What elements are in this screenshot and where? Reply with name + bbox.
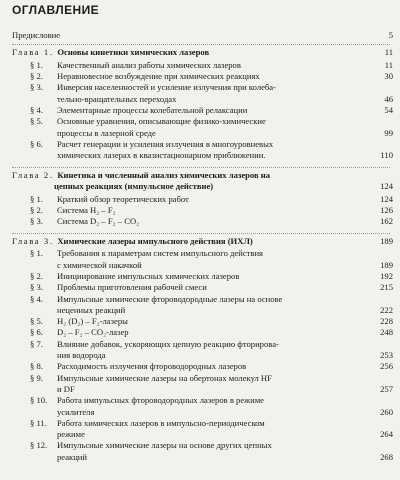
section-title: Работа импульсных фтороводородных лазеров в режиме [57, 395, 264, 406]
section-title-continuation: процессы в лазерной среде [57, 127, 156, 138]
section-number: § 8. [30, 361, 43, 372]
section-number: § 9. [30, 372, 43, 383]
toc-section-row [0, 260, 400, 272]
section-number: § 7. [30, 338, 43, 349]
toc-section-row [0, 327, 400, 339]
section-number: § 3. [30, 216, 43, 227]
chapter-divider [12, 167, 390, 168]
section-title-continuation: усилителя [57, 406, 95, 417]
section-title-continuation: ния водорода [57, 350, 106, 360]
section-title: Работа химических лазеров в импульсно-периодическом [57, 417, 265, 428]
preface-label: Предисловие [12, 30, 61, 40]
section-title: Требования к параметрам систем импульсного действия [57, 248, 263, 259]
toc-section-row [0, 407, 400, 419]
toc-section-row [0, 94, 400, 106]
chapter-divider [12, 44, 390, 45]
chapter-title: Кинетика и численный анализ химических лазеров на [57, 169, 271, 180]
section-title: Система D₂ – F₂ – CO₂ [57, 216, 140, 227]
toc-section-row [0, 294, 400, 306]
section-number: § 2. [30, 270, 43, 281]
section-title: Основные уравнения, описывающие физико-химические [57, 116, 266, 127]
section-title-continuation: химических лазерах в квазистационарном приближении. [57, 150, 266, 161]
section-title-continuation: с химической накачкой [57, 259, 142, 270]
section-page: 268 [380, 451, 393, 462]
section-page: 124 [380, 193, 393, 204]
section-number: § 5. [30, 316, 43, 327]
toc-section-row [0, 271, 400, 283]
section-title: Элементарные процессы колебательной релаксации [57, 105, 248, 115]
section-title-continuation: тельно-вращательных переходах [57, 93, 177, 104]
section-page: 248 [380, 327, 393, 338]
section-title: Неравновесное возбуждение при химических реакциях [57, 71, 260, 82]
toc-section-row [0, 71, 400, 83]
section-title: H₂ (D₂) – F₂-лазеры [57, 316, 128, 327]
section-title: Влияние добавок, ускоряющих цепную реакцию фторирова- [57, 338, 279, 349]
section-page: 11 [384, 59, 393, 70]
section-page: 99 [384, 127, 393, 138]
toc-section-row [0, 361, 400, 373]
toc-section-row [0, 384, 400, 396]
section-number: § 2. [30, 204, 43, 215]
chapter-heading-row [0, 47, 400, 59]
preface-row [0, 30, 400, 42]
section-number: § 3. [30, 282, 43, 293]
section-title-continuation: реакций [57, 451, 88, 462]
toc-section-row [0, 216, 400, 228]
section-title: Инициирование импульсных химических лазеров [57, 270, 240, 281]
toc-section-row [0, 205, 400, 217]
section-title: Краткий обзор теоретических работ [57, 193, 189, 204]
chapter-title: Основы кинетики химических лазеров [57, 47, 210, 57]
section-number: § 5. [30, 116, 43, 127]
toc-section-row [0, 440, 400, 452]
section-number: § 2. [30, 71, 43, 82]
toc-section-row [0, 452, 400, 464]
section-page: 189 [380, 259, 393, 270]
toc-section-row [0, 305, 400, 317]
section-page: 215 [380, 282, 393, 293]
section-number: § 11. [30, 417, 47, 428]
section-number: § 1. [30, 248, 43, 259]
chapter-title: Химические лазеры импульсного действия (ИХЛ) [57, 235, 253, 246]
chapter-prefix: Глава 3. [12, 235, 58, 246]
toc-section-row [0, 139, 400, 151]
section-title: Расчет генерации и усиления излучения в многоуровневых [57, 138, 274, 149]
section-number: § 4. [30, 105, 43, 115]
toc-section-row [0, 82, 400, 94]
chapter-page: 11 [384, 47, 393, 57]
toc-section-row [0, 194, 400, 206]
chapter-heading [12, 47, 209, 58]
chapter-divider [12, 233, 390, 234]
section-title-continuation: режиме [57, 429, 85, 440]
section-page: 253 [380, 350, 393, 360]
section-title: Инверсия населенностей и усиление излучения при колеба- [57, 82, 276, 93]
section-number: § 1. [30, 193, 43, 204]
section-title: Импульсные химические лазеры на обертонах молекул HF [57, 372, 272, 383]
section-title: Проблемы приготовления рабочей смеси [57, 282, 207, 293]
section-title: Расходимость излучения фтороводородных лазеров [57, 361, 247, 372]
toc-section-row [0, 373, 400, 385]
chapter-heading [12, 236, 253, 247]
section-number: § 1. [30, 59, 43, 70]
section-page: 256 [380, 361, 393, 372]
section-page: 54 [384, 105, 393, 115]
toc-section-row [0, 395, 400, 407]
chapter-page: 189 [380, 235, 393, 246]
section-page: 192 [380, 270, 393, 281]
section-page: 222 [380, 304, 393, 315]
section-number: § 10. [30, 395, 48, 406]
section-page: 260 [380, 406, 393, 417]
toc-section-row [0, 418, 400, 430]
section-title: D₂ – F₂ – CO₂-лазер [57, 327, 129, 338]
section-page: 30 [384, 71, 393, 82]
chapter-page: 124 [380, 180, 393, 191]
toc-section-row [0, 282, 400, 294]
toc-section-row [0, 350, 400, 362]
chapter-title-continuation: цепных реакциях (импульсное действие) [54, 180, 214, 191]
toc-section-row [0, 248, 400, 260]
section-page: 257 [380, 383, 393, 394]
section-number: § 4. [30, 293, 43, 304]
preface-page: 5 [388, 30, 393, 40]
section-page: 126 [380, 204, 393, 215]
toc-section-row [0, 150, 400, 162]
toc-section-row [0, 105, 400, 117]
chapter-prefix: Глава 1. [12, 47, 58, 57]
toc-section-row [0, 339, 400, 351]
section-page: 162 [380, 216, 393, 227]
section-page: 264 [380, 429, 393, 440]
toc-section-row [0, 429, 400, 441]
toc-section-row [0, 128, 400, 140]
chapter-heading [12, 170, 270, 181]
section-page: 110 [380, 150, 393, 161]
section-number: § 3. [30, 82, 43, 93]
section-page: 228 [380, 316, 393, 327]
section-title: Импульсные химические лазеры на основе других цепных [57, 440, 272, 451]
chapter-heading-row [0, 236, 400, 248]
section-title: Импульсные химические фтороводородные лазеры на основе [57, 293, 283, 304]
chapter-prefix: Глава 2. [12, 169, 58, 180]
section-number: § 6. [30, 138, 43, 149]
page-title: ОГЛАВЛЕНИЕ [12, 3, 100, 17]
section-page: 46 [384, 93, 393, 104]
section-title-continuation: и DF [57, 383, 75, 394]
toc-section-row [0, 316, 400, 328]
section-title: Система H₂ – F₂ [57, 204, 116, 215]
chapter-heading-row [0, 170, 400, 182]
toc-section-row [0, 116, 400, 128]
section-title: Качественный анализ работы химических лазеров [57, 59, 241, 70]
section-number: § 6. [30, 327, 43, 338]
toc-section-row [0, 60, 400, 72]
chapter-heading-row [0, 181, 400, 193]
section-number: § 12. [30, 440, 48, 451]
section-title-continuation: неценных реакций [57, 304, 126, 315]
